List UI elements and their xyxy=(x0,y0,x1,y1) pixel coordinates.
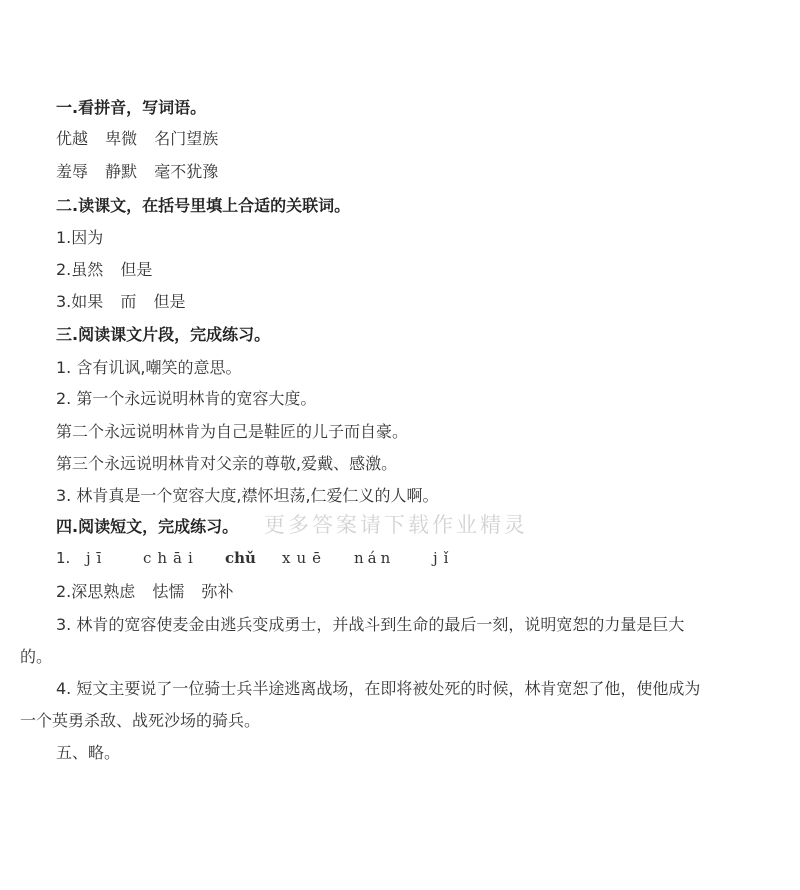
answer-word: 静默 xyxy=(105,162,138,181)
section3-item3: 3. 林肯真是一个宽容大度,襟怀坦荡,仁爱仁义的人啊。 xyxy=(56,486,439,505)
section4-item3-line1: 3. 林肯的宽容使麦金由逃兵变成勇士，并战斗到生命的最后一刻，说明宽恕的力量是巨大 xyxy=(56,615,685,634)
section2-item3 xyxy=(56,290,186,314)
section1-row1 xyxy=(56,127,218,151)
section4-item2 xyxy=(56,580,234,604)
section2-heading: 二.读课文，在括号里填上合适的关联词。 xyxy=(56,196,351,215)
pinyin-syllable: xuē xyxy=(282,549,327,567)
answer-word: 羞辱 xyxy=(56,162,89,181)
section4-item3-line2: 的。 xyxy=(20,647,53,666)
pinyin-syllable: chāi xyxy=(143,549,199,567)
item-number: 1. xyxy=(56,549,71,567)
answer-word: 卑微 xyxy=(105,129,138,148)
section3-item2b: 第二个永远说明林肯为自己是鞋匠的儿子而自豪。 xyxy=(56,422,409,441)
pinyin-syllable: nán xyxy=(354,549,395,567)
section3-item2c: 第三个永远说明林肯对父亲的尊敬,爱戴、感激。 xyxy=(56,454,398,473)
answer-word: 毫不犹豫 xyxy=(154,162,219,181)
section5-text: 五、略。 xyxy=(56,743,121,762)
section4-item4-line2: 一个英勇杀敌、战死沙场的骑兵。 xyxy=(20,711,261,730)
answer-word: 2.深思熟虑 xyxy=(56,582,136,601)
section3-item2: 2. 第一个永远说明林肯的宽容大度。 xyxy=(56,389,317,408)
section1-heading: 一.看拼音，写词语。 xyxy=(56,98,207,117)
watermark-text: 更多答案请下载作业精灵 xyxy=(264,513,528,537)
answer-word: 3.如果 xyxy=(56,292,104,311)
answer-word: 2.虽然 xyxy=(56,260,104,279)
section3-heading: 三.阅读课文片段，完成练习。 xyxy=(56,325,271,344)
answer-word: 弥补 xyxy=(201,582,234,601)
answer-word: 优越 xyxy=(56,129,89,148)
section3-item1: 1. 含有讥讽,嘲笑的意思。 xyxy=(56,358,242,377)
pinyin-syllable: jǐ xyxy=(433,549,455,567)
answer-word: 而 xyxy=(120,292,137,311)
section1-row2 xyxy=(56,160,218,184)
answer-word: 但是 xyxy=(153,292,186,311)
section4-item4-line1: 4. 短文主要说了一位骑士兵半途逃离战场，在即将被处死的时候，林肯宽恕了他，使他成为 xyxy=(56,679,701,698)
section2-item2 xyxy=(56,258,152,282)
answer-word: 名门望族 xyxy=(154,129,219,148)
section2-item1: 1.因为 xyxy=(56,228,104,247)
answer-word: 怯懦 xyxy=(152,582,185,601)
pinyin-syllable: chǔ xyxy=(225,549,256,567)
section4-heading: 四.阅读短文，完成练习。 xyxy=(56,517,239,536)
answer-word: 但是 xyxy=(120,260,153,279)
pinyin-syllable: jī xyxy=(86,549,108,567)
